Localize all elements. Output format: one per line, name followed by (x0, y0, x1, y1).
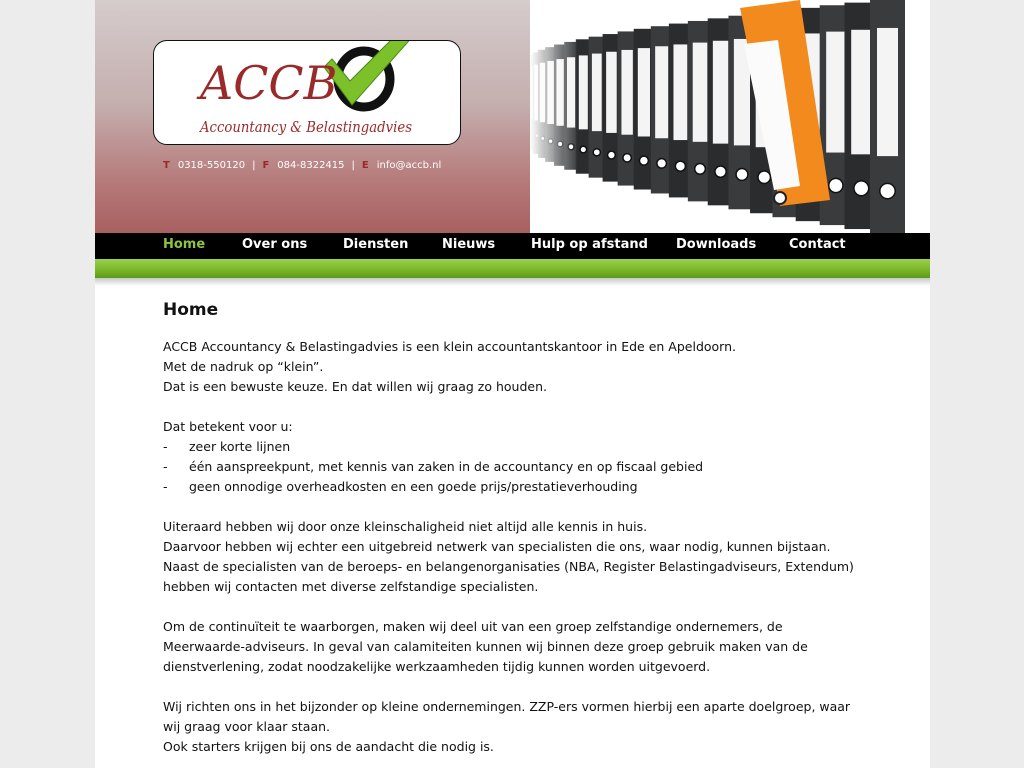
nav-nieuws[interactable]: Nieuws (442, 237, 496, 252)
spacer (163, 497, 863, 517)
nav-contact[interactable]: Contact (789, 237, 846, 252)
intro-line: ACCB Accountancy & Belastingadvies is een klein accountantskantoor in Ede en Apeldoorn. (163, 339, 736, 354)
network-paragraph: Daarvoor hebben wij echter een uitgebreid netwerk van specialisten die ons, waar nodig, kunnen bijstaan. Naast de specialisten van de beroeps- en belangenorganisaties (NBA, Register Belastingadviseurs, Extendum) hebben wij contacten met diverse zelfstandige specialisten. (163, 539, 854, 594)
contact-info (163, 158, 441, 174)
nav-accent-bar (95, 259, 930, 278)
email-link[interactable]: info@accb.nl (376, 160, 442, 171)
focus-paragraph: Ook starters krijgen bij ons de aandacht die nodig is. (163, 739, 494, 754)
nav-downloads[interactable]: Downloads (676, 237, 757, 252)
header (95, 0, 930, 233)
list-item (163, 437, 863, 457)
page (95, 0, 930, 768)
logo-tagline-text: Accountancy & Belastingadvies (198, 118, 413, 136)
list-item-text: één aanspreekpunt, met kennis van zaken in de accountancy en op fiscaal gebied (189, 459, 704, 474)
spacer (163, 677, 863, 697)
main-nav (95, 233, 930, 259)
bullet-marker: - (163, 459, 168, 474)
page-title: Home (163, 300, 219, 320)
list-item (163, 477, 863, 497)
phone-number[interactable]: 0318-550120 (177, 160, 246, 171)
logo[interactable] (153, 40, 461, 145)
intro-line: Met de nadruk op “klein”. (163, 359, 324, 374)
nav-over-ons[interactable]: Over ons (242, 237, 308, 252)
bullet-marker: - (163, 439, 168, 454)
nav-shadow (95, 278, 930, 286)
header-left-panel (95, 0, 530, 233)
checkmark-logo-icon (154, 41, 460, 144)
phone-label: T (163, 160, 170, 171)
focus-paragraph: Wij richten ons in het bijzonder op kleine ondernemingen. ZZP-ers vormen hierbij een aparte doelgroep, waar wij graag voor klaar staan. (163, 699, 851, 734)
binders-illustration (530, 0, 930, 233)
nav-home[interactable]: Home (163, 237, 206, 252)
email-label: E (361, 160, 369, 171)
list-item-text: zeer korte lijnen (189, 439, 291, 454)
nav-diensten[interactable]: Diensten (343, 237, 409, 252)
benefits-intro: Dat betekent voor u: (163, 419, 293, 434)
header-binders-image (530, 0, 930, 233)
list-item (163, 457, 863, 477)
spacer (163, 597, 863, 617)
main-content (163, 298, 863, 757)
spacer (163, 397, 863, 417)
separator: | (351, 160, 355, 171)
logo-brand-text: ACCB (200, 56, 338, 110)
continuity-paragraph: Om de continuïteit te waarborgen, maken wij deel uit van een groep zelfstandige ondernemers, de Meerwaarde-adviseurs. In geval van calamiteiten kunnen wij binnen deze groep gebruik maken van de dienstverlening, zodat noodzakelijke werkzaamheden tijdig kunnen worden uitgevoerd. (163, 619, 808, 674)
separator: | (252, 160, 256, 171)
list-item-text: geen onnodige overheadkosten en een goede prijs/prestatieverhouding (189, 479, 638, 494)
bullet-marker: - (163, 479, 168, 494)
fax-number: 084-8322415 (277, 160, 345, 171)
nav-hulp-op-afstand[interactable]: Hulp op afstand (531, 237, 648, 252)
network-paragraph: Uiteraard hebben wij door onze kleinschaligheid niet altijd alle kennis in huis. (163, 519, 648, 534)
intro-line: Dat is een bewuste keuze. En dat willen wij graag zo houden. (163, 379, 547, 394)
fax-label: F (262, 160, 270, 171)
